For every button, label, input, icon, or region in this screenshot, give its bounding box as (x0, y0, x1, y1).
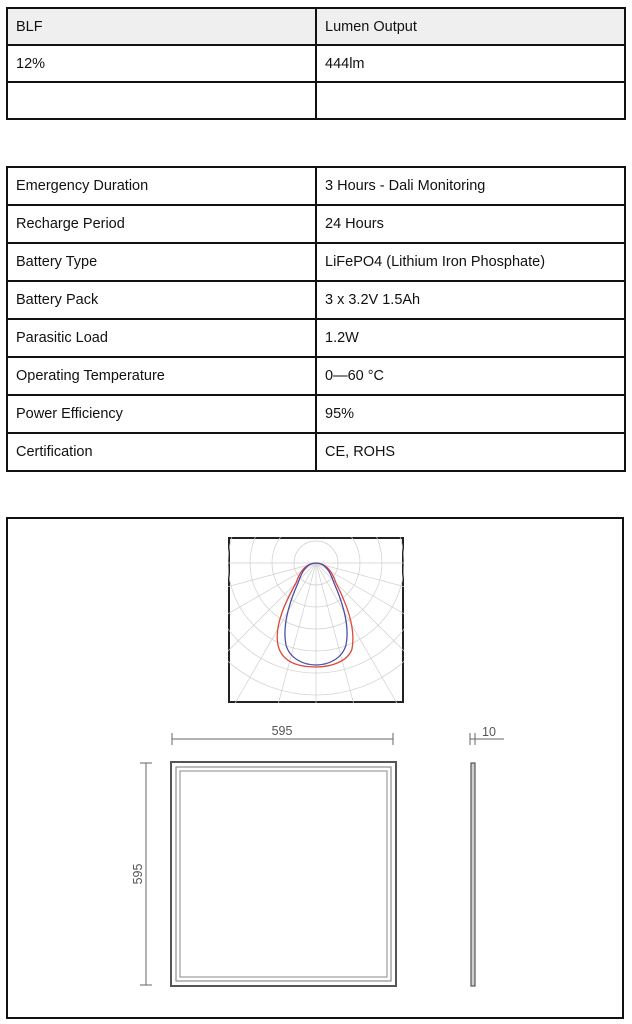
spec-label: Power Efficiency (7, 395, 316, 433)
depth-label: 10 (482, 725, 496, 739)
spec-value: LiFePO4 (Lithium Iron Phosphate) (316, 243, 625, 281)
spec-value: 24 Hours (316, 205, 625, 243)
spec-label: Certification (7, 433, 316, 471)
spec-value: 1.2W (316, 319, 625, 357)
spec-label: Parasitic Load (7, 319, 316, 357)
table-cell: 12% (7, 45, 316, 82)
spec-value: 3 x 3.2V 1.5Ah (316, 281, 625, 319)
spec-value: 0—60 °C (316, 357, 625, 395)
spec-label: Emergency Duration (7, 167, 316, 205)
spec-value: CE, ROHS (316, 433, 625, 471)
spec-label: Battery Type (7, 243, 316, 281)
panel-front-view (171, 762, 396, 986)
width-label: 595 (271, 724, 293, 738)
spec-label: Battery Pack (7, 281, 316, 319)
spec-label: Operating Temperature (7, 357, 316, 395)
panel-side-view (471, 763, 475, 986)
table-cell: 444lm (316, 45, 625, 82)
header-cell-blf: BLF (7, 8, 316, 45)
spec-value: 3 Hours - Dali Monitoring (316, 167, 625, 205)
spec-value: 95% (316, 395, 625, 433)
header-cell-lumen-output: Lumen Output (316, 8, 625, 45)
spec-label: Recharge Period (7, 205, 316, 243)
height-label: 595 (131, 863, 145, 885)
